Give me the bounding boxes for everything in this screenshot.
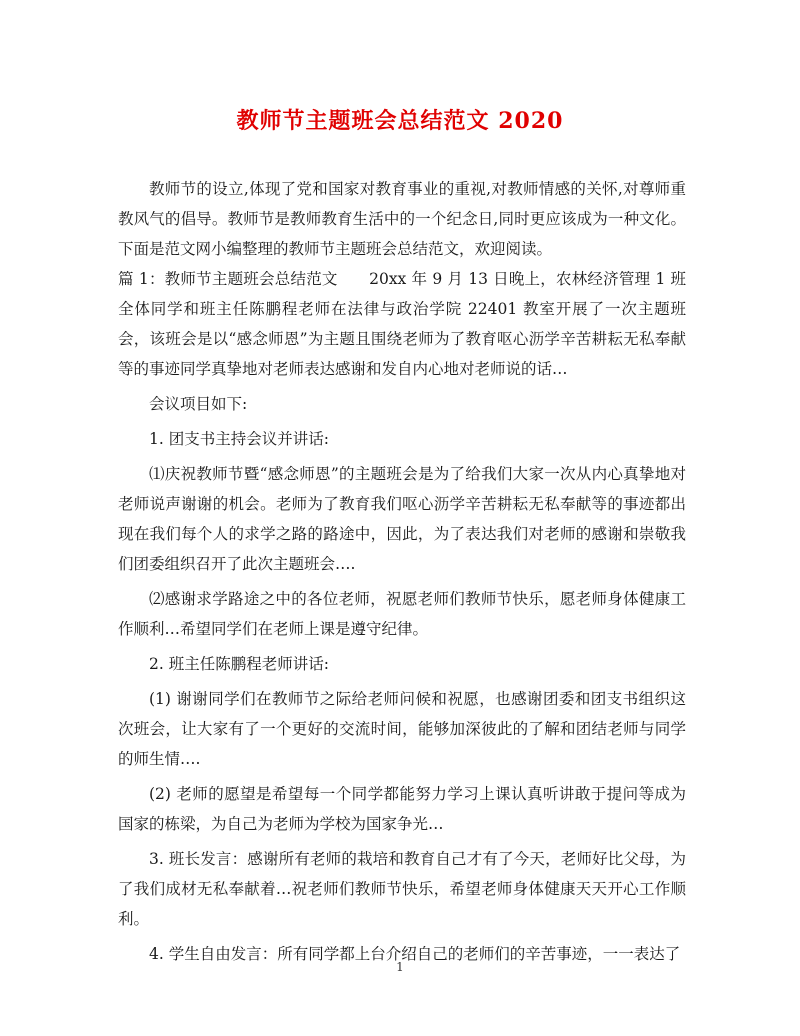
paragraph-intro: 教师节的设立,体现了党和国家对教育事业的重视,对教师情感的关怀,对尊师重教风气的倡导。教师节是教师教育生活中的一个纪念日,同时更应该成为一种文化。下面是范文网小编整理的教师节主题班会总结范文，欢迎阅读。 xyxy=(118,180,686,258)
paragraph-item-2: 2. 班主任陈鹏程老师讲话: xyxy=(149,655,329,673)
paragraph-item-1-point-1: ⑴庆祝教师节暨“感念师恩”的主题班会是为了给我们大家一次从内心真挚地对老师说声谢谢的机会。老师为了教育我们呕心沥学辛苦耕耘无私奉献等的事迹都出现在我们每个人的求学之路的路途中，因此，为了表达我们对老师的感谢和崇敬我们团委组织召开了此次主题班会…. xyxy=(118,465,686,573)
paragraph-item-4: 4. 学生自由发言：所有同学都上台介绍自己的老师们的辛苦事迹，一一表达了 xyxy=(149,945,681,963)
paragraph-item-2-point-2: (2) 老师的愿望是希望每一个同学都能努力学习上课认真听讲敢于提问等成为国家的栋梁，为自己为老师为学校为国家争光… xyxy=(118,785,686,833)
document-body xyxy=(118,174,686,969)
document-title: 教师节主题班会总结范文 2020 xyxy=(236,108,564,134)
paragraph-article-1: 篇 1：教师节主题班会总结范文 20xx 年 9 月 13 日晚上，农林经济管理 1 班全体同学和班主任陈鹏程老师在法律与政治学院 22401 教室开展了一次主题班会，该班会是以“感念师恩”为主题且围绕老师为了教育呕心沥学辛苦耕耘无私奉献等的事迹同学真挚地对老师表达感谢和发自内心地对老师说的话… xyxy=(118,270,686,378)
paragraph-item-1-point-2: ⑵感谢求学路途之中的各位老师，祝愿老师们教师节快乐，愿老师身体健康工作顺利…希望同学们在老师上课是遵守纪律。 xyxy=(118,590,686,638)
paragraph-item-2-point-1: (1) 谢谢同学们在教师节之际给老师问候和祝愿，也感谢团委和团支书组织这次班会，让大家有了一个更好的交流时间，能够加深彼此的了解和团结老师与同学的师生情…. xyxy=(118,690,686,768)
paragraph-agenda-heading: 会议项目如下: xyxy=(149,395,248,413)
paragraph-item-1: 1. 团支书主持会议并讲话: xyxy=(149,430,329,448)
page-number: 1 xyxy=(396,960,404,974)
paragraph-item-3: 3. 班长发言：感谢所有老师的栽培和教育自己才有了今天，老师好比父母，为了我们成材无私奉献着…祝老师们教师节快乐，希望老师身体健康天天开心工作顺利。 xyxy=(118,850,686,928)
